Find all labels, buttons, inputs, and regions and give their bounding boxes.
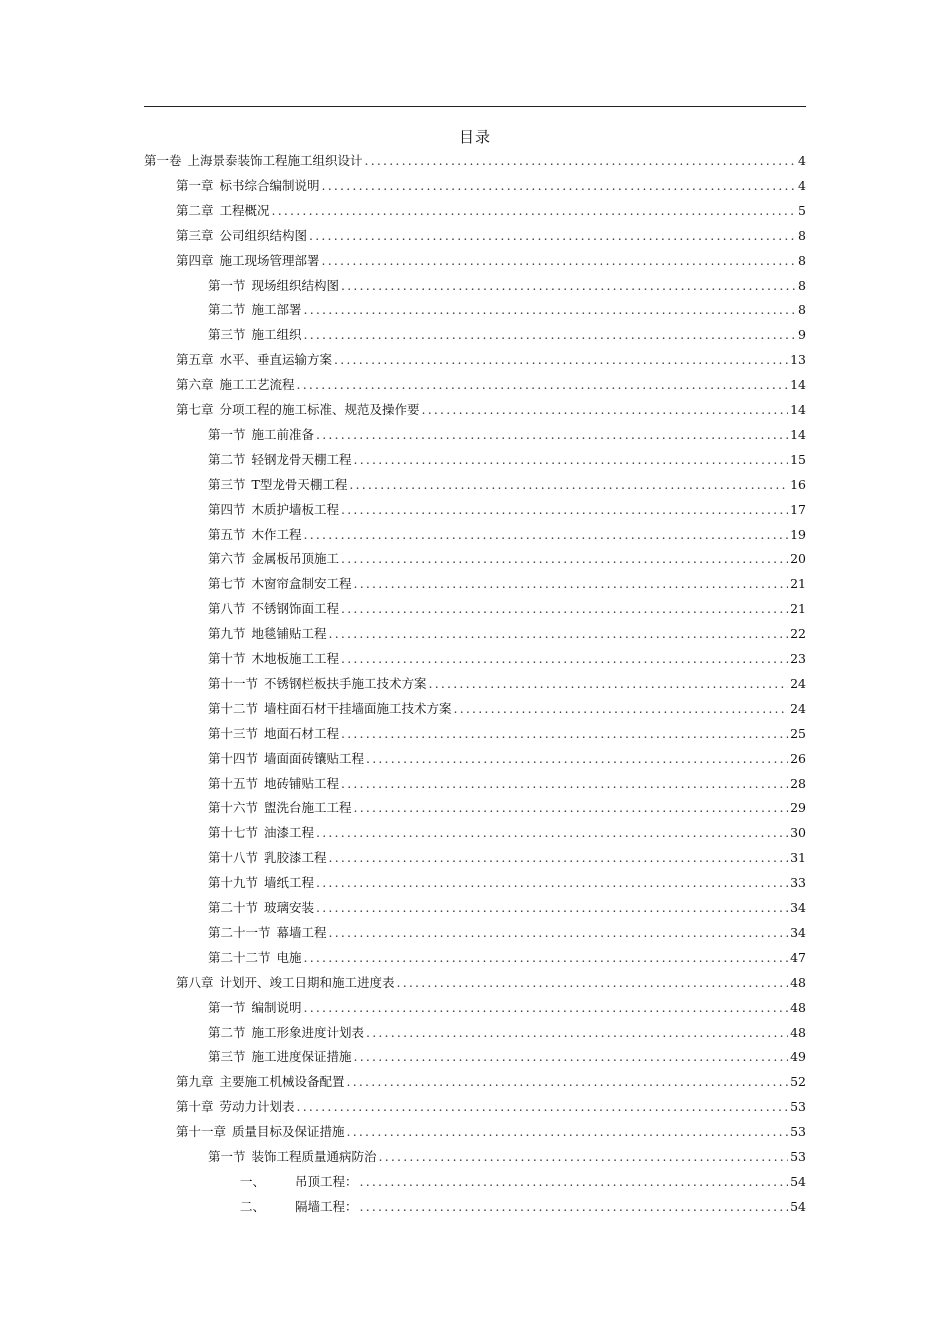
toc-entry-text: 不锈钢饰面工程 [251,601,340,617]
toc-entry-text: 金属板吊顶施工 [251,551,340,567]
toc-entry-label [208,996,302,1021]
toc-entry-text: 木质护墙板工程 [251,501,340,517]
toc-entry-text: 地砖铺贴工程 [264,775,340,791]
dot-leader [454,697,789,722]
toc-entry-label [208,523,302,548]
dot-leader [316,871,788,896]
toc-entry-label [208,547,339,572]
toc-entry-prefix: 第九章 [176,1074,214,1090]
toc-entry-label [208,821,314,846]
toc-entry-text: 不锈钢栏板扶手施工技术方案 [264,675,427,691]
toc-entry-prefix: 第三节 [208,327,246,343]
toc-entry-text: 施工形象进度计划表 [251,1024,365,1040]
toc-entry-label [208,747,364,772]
toc-page-number: 26 [790,750,806,766]
toc-entry-label [208,647,339,672]
toc-entry[interactable] [208,722,806,747]
toc-entry-text: 墙纸工程 [264,875,315,891]
toc-entry[interactable] [208,473,806,498]
toc-entry-prefix: 第二十二节 [208,949,271,965]
toc-entry-prefix: 第十三节 [208,725,259,741]
toc-entry-label [208,871,314,896]
toc-entry-text: 标书综合编制说明 [219,177,320,193]
toc-page-number: 9 [798,327,806,343]
toc-page-number: 16 [790,476,806,492]
toc-page-number: 53 [790,1149,806,1164]
toc-entry[interactable] [176,1070,806,1095]
toc-entry[interactable] [208,796,806,821]
dot-leader [397,971,789,996]
toc-entry-text: 乳胶漆工程 [264,850,327,866]
toc-entry-label [208,946,302,971]
toc-entry-prefix: 第六章 [176,377,214,393]
dot-leader [341,772,788,797]
dot-leader [304,323,797,348]
toc-entry-label [176,224,307,249]
toc-entry[interactable] [208,697,806,722]
toc-entry-text: 装饰工程质量通病防治 [251,1149,377,1164]
toc-entry[interactable] [176,224,806,249]
toc-entry-text: 劳动力计划表 [219,1099,295,1115]
toc-entry-text: 盥洗台施工工程 [264,800,352,816]
toc-entry[interactable] [176,249,806,274]
toc-entry-text: 现场组织结构图 [251,277,340,293]
toc-entry[interactable] [208,597,806,622]
toc-entry[interactable] [144,149,806,174]
toc-entry-label [240,1195,358,1220]
dot-leader [304,996,789,1021]
toc-entry-label [208,697,452,722]
toc-entry-label [176,373,295,398]
toc-entry-prefix: 第十二节 [208,700,259,716]
toc-entry-prefix: 第三节 [208,1049,246,1065]
dot-leader [349,473,788,498]
toc-entry-label [176,348,332,373]
toc-entry-text: 施工现场管理部署 [219,252,320,268]
toc-entry-text: T型龙骨天棚工程 [251,476,348,492]
toc-page-number: 21 [790,601,806,617]
toc-page-number: 19 [790,526,806,542]
toc-entry[interactable] [208,772,806,797]
toc-entry[interactable] [208,448,806,473]
toc-entry-text: 计划开、竣工日期和施工进度表 [219,974,395,990]
toc-entry-text: 吊顶工程： [295,1173,358,1189]
toc-entry-text: 施工组织 [251,327,302,343]
toc-page-number: 14 [790,377,806,393]
toc-entry-prefix: 第八章 [176,974,214,990]
toc-entry-text: 地面石材工程 [264,725,340,741]
dot-leader [422,398,789,423]
toc-entry-label [176,971,395,996]
toc-entry-prefix: 第十七节 [208,825,259,841]
toc-entry-label [208,622,327,647]
toc-entry-label [208,796,352,821]
dot-leader [329,921,789,946]
toc-entry[interactable] [208,921,806,946]
toc-page-number: 53 [790,1124,806,1140]
toc-entry[interactable] [208,423,806,448]
toc-entry-prefix: 第二节 [208,451,246,467]
toc-entry[interactable] [176,348,806,373]
toc-entry-text: 玻璃安装 [264,900,315,915]
toc-entry-text: 地毯铺贴工程 [251,626,327,642]
toc-entry[interactable] [240,1195,806,1220]
dot-leader [304,298,797,323]
toc-entry[interactable] [208,523,806,548]
toc-entry-text: 墙柱面石材干挂墙面施工技术方案 [264,700,452,716]
dot-leader [304,523,789,548]
toc-entry[interactable] [208,846,806,871]
toc-entry-text: 木地板施工工程 [251,651,340,666]
toc-page-number: 20 [790,551,806,567]
toc-entry-text: 施工工艺流程 [219,377,295,393]
toc-entry[interactable] [176,373,806,398]
toc-entry-text: 工程概况 [219,202,270,218]
toc-entry-label [208,1021,364,1046]
toc-page-number: 53 [790,1099,806,1115]
toc-page-number: 47 [790,949,806,965]
toc-entry-prefix: 第八节 [208,601,246,617]
dot-leader [347,1070,789,1095]
toc-entry-prefix: 第二节 [208,302,246,318]
toc-entry-label [176,1095,295,1120]
toc-entry-label [208,498,339,523]
toc-page-number: 54 [790,1173,806,1189]
toc-entry[interactable] [208,323,806,348]
toc-entry-label [208,1045,352,1070]
toc-entry-prefix: 第十八节 [208,850,259,866]
toc-entry-label [176,1120,345,1145]
dot-leader [354,572,789,597]
toc-entry[interactable] [208,1021,806,1046]
toc-entry-label [240,1170,358,1195]
toc-entry-text: 幕墙工程 [276,924,327,940]
toc-entry[interactable] [208,871,806,896]
toc-page-number: 21 [790,576,806,592]
toc-page-number: 48 [790,974,806,990]
toc-page-number: 15 [790,451,806,467]
toc-entry-label [176,249,320,274]
toc-page-number: 14 [790,402,806,417]
toc-entry-prefix: 第十章 [176,1099,214,1115]
dot-leader [341,597,788,622]
toc-entry-prefix: 第二节 [208,1024,246,1040]
toc-page-number: 30 [790,825,806,841]
toc-entry-text: 水平、垂直运输方案 [219,352,333,368]
toc-entry[interactable] [208,1145,806,1170]
toc-entry-prefix: 第六节 [208,551,246,567]
toc-entry-text: 电施 [276,949,302,965]
toc-entry-prefix: 第五节 [208,526,246,542]
toc-page-number: 48 [790,1024,806,1040]
toc-entry-label [208,473,347,498]
toc-entry-label [208,274,339,299]
toc-entry-prefix: 第十节 [208,651,246,666]
dot-leader [354,448,789,473]
toc-entry[interactable] [208,274,806,299]
toc-page-number: 52 [790,1074,806,1090]
toc-entry-label [176,1070,345,1095]
toc-entry[interactable] [176,971,806,996]
dot-leader [354,1045,789,1070]
toc-entry[interactable] [208,672,806,697]
toc-entry-text: 轻钢龙骨天棚工程 [251,451,352,467]
toc-entry-text: 木作工程 [251,526,302,542]
toc-page-number: 17 [790,501,806,517]
dot-leader [360,1195,789,1220]
toc-page-number: 13 [790,352,806,368]
toc-page-number: 25 [790,725,806,741]
toc-entry-label [208,896,314,921]
dot-leader [309,224,796,249]
toc-entry-label [208,298,302,323]
toc-entry-prefix: 第一卷 [144,153,182,168]
toc-page-number: 24 [790,675,806,691]
dot-leader [329,846,789,871]
toc-entry-prefix: 第三章 [176,227,214,243]
toc-page-number: 22 [790,626,806,642]
dot-leader [341,274,796,299]
toc-entry-text: 施工部署 [251,302,302,318]
toc-entry-prefix: 第二十节 [208,900,259,915]
toc-page-number: 8 [798,277,806,293]
toc-page-number: 48 [790,999,806,1015]
toc-page-number: 4 [798,177,806,193]
toc-entry-text: 分项工程的施工标准、规范及操作要 [219,402,420,417]
toc-entry[interactable] [176,398,806,423]
toc-entry-prefix: 第九节 [208,626,246,642]
toc-entry[interactable] [208,1045,806,1070]
dot-leader [366,1021,788,1046]
toc-page-number: 31 [790,850,806,866]
toc-entry[interactable] [176,199,806,224]
dot-leader [272,199,797,224]
toc-entry[interactable] [176,174,806,199]
toc-entry-text: 上海景泰装饰工程施工组织设计 [187,153,363,168]
toc-entry-label [176,174,320,199]
toc-entry[interactable] [208,946,806,971]
toc-page-number: 34 [790,900,806,915]
dot-leader [379,1145,789,1170]
toc-entry[interactable] [208,747,806,772]
dot-leader [341,547,788,572]
toc-entry[interactable] [208,547,806,572]
toc-entry[interactable] [208,647,806,672]
dot-leader [316,821,788,846]
toc-entry-text: 木窗帘盒制安工程 [251,576,352,592]
dot-leader [365,149,797,174]
toc-entry-label [208,423,314,448]
toc-page-number: 5 [798,202,806,218]
toc-entry[interactable] [208,622,806,647]
toc-page-number: 28 [790,775,806,791]
toc-page-number: 33 [790,875,806,891]
toc-entry-label [208,772,339,797]
dot-leader [322,249,797,274]
toc-entry-prefix: 第十五节 [208,775,259,791]
toc-page-number: 23 [790,651,806,666]
dot-leader [322,174,797,199]
toc-entry-text: 墙面面砖镶贴工程 [264,750,365,766]
toc-entry-label [176,398,420,423]
dot-leader [354,796,789,821]
toc-entry-prefix: 第七节 [208,576,246,592]
dot-leader [329,622,789,647]
toc-entry[interactable] [208,821,806,846]
dot-leader [297,1095,789,1120]
toc-entry[interactable] [208,298,806,323]
toc-page-number: 49 [790,1049,806,1065]
toc-entry-prefix: 第一节 [208,426,246,442]
toc-entry-prefix: 第一节 [208,277,246,293]
toc-entry[interactable] [208,896,806,921]
toc-entry-prefix: 第一章 [176,177,214,193]
toc-entry[interactable] [240,1170,806,1195]
toc-page-number: 34 [790,924,806,940]
toc-entry[interactable] [208,996,806,1021]
toc-entry-text: 公司组织结构图 [219,227,308,243]
toc-entry-prefix: 二、 [240,1198,266,1214]
toc-entry[interactable] [208,572,806,597]
toc-entry-prefix: 第十四节 [208,750,259,766]
toc-entry-prefix: 第二十一节 [208,924,271,940]
toc-page-number: 8 [798,302,806,318]
dot-leader [304,946,789,971]
toc-page-number: 4 [798,153,806,168]
toc-entry-text: 施工进度保证措施 [251,1049,352,1065]
dot-leader [347,1120,789,1145]
toc-entry[interactable] [208,498,806,523]
toc-entry-label [208,722,339,747]
dot-leader [341,647,788,672]
toc-page-number: 24 [790,700,806,716]
toc-entry-text: 编制说明 [251,999,302,1015]
toc-entry-label [208,572,352,597]
toc-entry-label [144,149,363,174]
toc-entry-prefix: 第一节 [208,1149,246,1164]
dot-leader [334,348,788,373]
header-rule [144,106,806,107]
toc-entry-label [208,1145,377,1170]
toc-page-number: 54 [790,1198,806,1214]
toc-page-number: 14 [790,426,806,442]
toc-entry-prefix: 第十九节 [208,875,259,891]
dot-leader [360,1170,789,1195]
toc-entry-text: 施工前准备 [251,426,315,442]
toc-entry-text: 主要施工机械设备配置 [219,1074,345,1090]
toc-page-number: 8 [798,252,806,268]
toc-entry-label [208,448,352,473]
toc-entry-label [208,672,427,697]
toc-entry-prefix: 第十六节 [208,800,259,816]
toc-page-number: 8 [798,227,806,243]
toc-entry-prefix: 第二章 [176,202,214,218]
toc-entry-text: 质量目标及保证措施 [232,1124,345,1140]
toc-entry[interactable] [176,1120,806,1145]
toc-entry-prefix: 第一节 [208,999,246,1015]
dot-leader [297,373,789,398]
toc-entry-prefix: 一、 [240,1173,266,1189]
toc-page-number: 29 [790,800,806,816]
toc-entry-label [208,597,339,622]
toc-entry-prefix: 第七章 [176,402,214,417]
toc-entry-prefix: 第十一节 [208,675,259,691]
toc-entry-prefix: 第十一章 [176,1124,227,1140]
dot-leader [341,722,788,747]
toc-entry-label [208,323,302,348]
dot-leader [316,896,788,921]
toc-entry-label [208,921,327,946]
dot-leader [316,423,788,448]
toc-title: 目录 [458,128,491,146]
dot-leader [429,672,789,697]
dot-leader [366,747,788,772]
dot-leader [341,498,788,523]
toc-entry-text: 油漆工程 [264,825,315,841]
toc-entry-text: 隔墙工程： [295,1198,358,1214]
toc-entry-prefix: 第五章 [176,352,214,368]
toc-entry-prefix: 第四节 [208,501,246,517]
toc-entry-label [176,199,270,224]
toc-entry[interactable] [176,1095,806,1120]
toc-entry-prefix: 第三节 [208,476,246,492]
toc-entry-label [208,846,327,871]
toc-entry-prefix: 第四章 [176,252,214,268]
